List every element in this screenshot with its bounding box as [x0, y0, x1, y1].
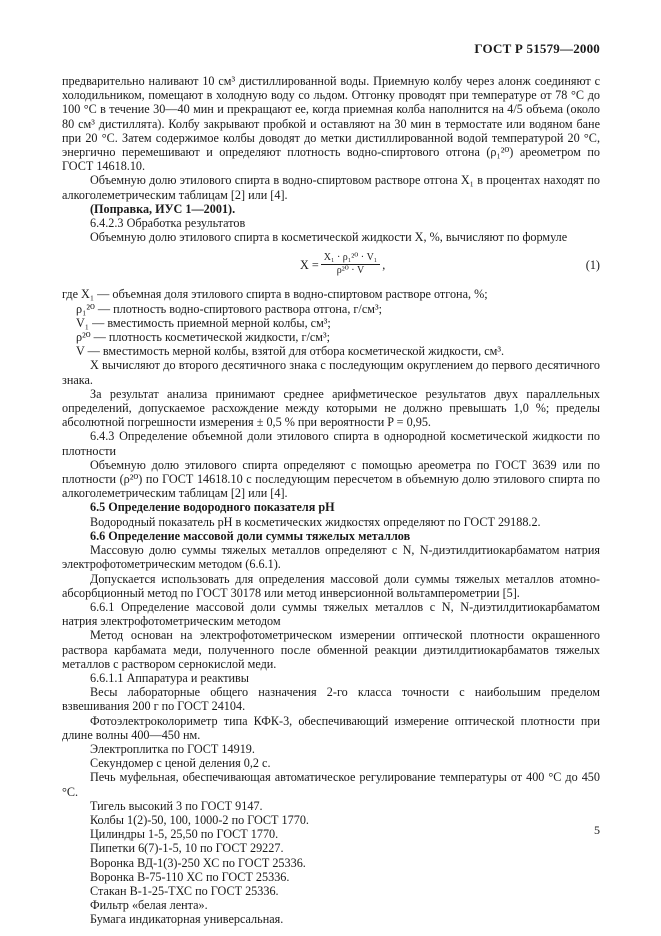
paragraph: Массовую долю суммы тяжелых металлов определяют с N, N-диэтилдитиокарбаматом натрия электрофотометрическим методом (6.6.1).: [62, 543, 600, 572]
formula-numerator: X₁ · ρ₁²⁰ · V₁: [321, 252, 381, 265]
page-number: 5: [594, 823, 600, 837]
subsection-heading: 6.4.2.3 Обработка результатов: [90, 216, 246, 231]
equipment-item: Воронка В-75-110 ХС по ГОСТ 25336.: [90, 869, 290, 884]
formula-lhs: X =: [300, 257, 319, 272]
equipment-item: Печь муфельная, обеспечивающая автоматическое регулирование температуры от 400 °С до 450 °С.: [62, 770, 600, 799]
formula-fraction: [321, 252, 381, 277]
equipment-item: Секундомер с ценой деления 0,2 с.: [90, 756, 271, 771]
formula-expression: [300, 252, 385, 277]
amendment-note: (Поправка, ИУС 1—2001).: [90, 201, 236, 216]
paragraph: Метод основан на электрофотометрическом измерении оптической плотности окрашенного раствора карбамата меди, полученного после обменной реакции диэтилдитиокарбаматов тяжелых металлов с раствором сернокислой меди.: [62, 628, 600, 671]
variable-definition: ρ²⁰ — плотность косметической жидкости, г/см³;: [76, 330, 331, 345]
paragraph: Объемную долю этилового спирта в косметической жидкости X, %, вычисляют по формуле: [90, 230, 568, 245]
equipment-item: Фильтр «белая лента».: [90, 898, 208, 913]
variable-definition: V — вместимость мерной колбы, взятой для отбора косметической жидкости, см³.: [76, 344, 505, 359]
page-body: [62, 74, 600, 927]
document-page: [62, 0, 600, 936]
formula-denominator: ρ²⁰ · V: [336, 265, 365, 277]
variable-definition: где X₁ — объемная доля этилового спирта в водно-спиртовом растворе отгона, %;: [62, 287, 488, 302]
equipment-item: Цилиндры 1-5, 25,50 по ГОСТ 1770.: [90, 827, 279, 842]
equation-number: (1): [585, 258, 600, 273]
paragraph: предварительно наливают 10 см³ дистиллированной воды. Приемную колбу через алонж соединяют с холодильником, помещают в холодную воду со льдом. Отгонку проводят при температуре от 78 °С до 100 °С в течение 30—40 мин и прекращают ее, когда приемная колба наполнится на 4/5 объема (около 80 см³ дистиллята). Колбу закрывают пробкой и оставляют на 30 мин в термостате или водяном бане при 20 °С. Затем содержимое колбы доводят до метки дистиллированной водой температурой 20 °С, энергично перемешивают и определяют плотность водно-спиртового отгона (ρ₁²⁰) ареометром по ГОСТ 14618.10.: [62, 74, 600, 174]
formula-block: [62, 248, 600, 284]
equipment-item: Бумага индикаторная универсальная.: [90, 912, 284, 927]
equipment-item: Колбы 1(2)-50, 100, 1000-2 по ГОСТ 1770.: [90, 812, 309, 827]
paragraph: Фотоэлектроколориметр типа КФК-3, обеспечивающий измерение оптической плотности при длине волны 400—450 нм.: [62, 713, 600, 742]
paragraph: За результат анализа принимают среднее арифметическое результатов двух параллельных определений, допускаемое расхождение между которыми не должно превышать 1,0 %; пределы абсолютной погрешности измерения ± 0,5 % при вероятности P = 0,95.: [62, 386, 600, 430]
equipment-item: Воронка ВД-1(3)-250 ХС по ГОСТ 25336.: [90, 855, 306, 870]
paragraph: Допускается использовать для определения массовой доли суммы тяжелых металлов атомно-абсорбционный метод по ГОСТ 30178 или метод инверсионной вольтамперометрии [5].: [62, 571, 600, 600]
variable-definition: ρ₁²⁰ — плотность водно-спиртового раствора отгона, г/см³;: [76, 301, 382, 316]
subsection-heading: 6.6.1.1 Аппаратура и реактивы: [90, 670, 249, 685]
paragraph: X вычисляют до второго десятичного знака с последующим округлением до первого десятичного знака.: [62, 358, 600, 387]
paragraph: Водородный показатель рН в косметических жидкостях определяют по ГОСТ 29188.2.: [90, 514, 541, 529]
equipment-item: Стакан В-1-25-ТХС по ГОСТ 25336.: [90, 883, 279, 898]
section-heading: 6.5 Определение водородного показателя рН: [90, 500, 335, 515]
section-heading: 6.6 Определение массовой доли суммы тяжелых металлов: [90, 528, 411, 543]
formula-tail: ,: [382, 257, 386, 272]
subsection-heading: 6.6.1 Определение массовой доли суммы тяжелых металлов с N, N-диэтилдитиокарбаматом натрия электрофотометрическим методом: [62, 599, 600, 629]
equipment-item: Электроплитка по ГОСТ 14919.: [90, 741, 255, 756]
paragraph: Объемную долю этилового спирта определяют с помощью ареометра по ГОСТ 3639 или по плотности (ρ²⁰) по ГОСТ 14618.10 с последующим пересчетом в объемную долю этилового спирта по алкоголеметрическим таблицам [2] или [4].: [62, 457, 600, 501]
paragraph: Объемную долю этилового спирта в водно-спиртовом растворе отгона X₁ в процентах находят по алкоголеметрическим таблицам [2] или [4].: [62, 173, 600, 202]
equipment-item: Пипетки 6(7)-1-5, 10 по ГОСТ 29227.: [90, 841, 284, 856]
paragraph: Весы лабораторные общего назначения 2-го класса точности с наибольшим пределом взвешивания 200 г по ГОСТ 24104.: [62, 685, 600, 714]
equipment-item: Тигель высокий 3 по ГОСТ 9147.: [90, 798, 263, 813]
subsection-heading: 6.4.3 Определение объемной доли этилового спирта в однородной косметической жидкости по плотности: [62, 429, 600, 458]
variable-definition: V₁ — вместимость приемной мерной колбы, см³;: [76, 315, 331, 330]
standard-code-header: ГОСТ Р 51579—2000: [474, 41, 600, 56]
